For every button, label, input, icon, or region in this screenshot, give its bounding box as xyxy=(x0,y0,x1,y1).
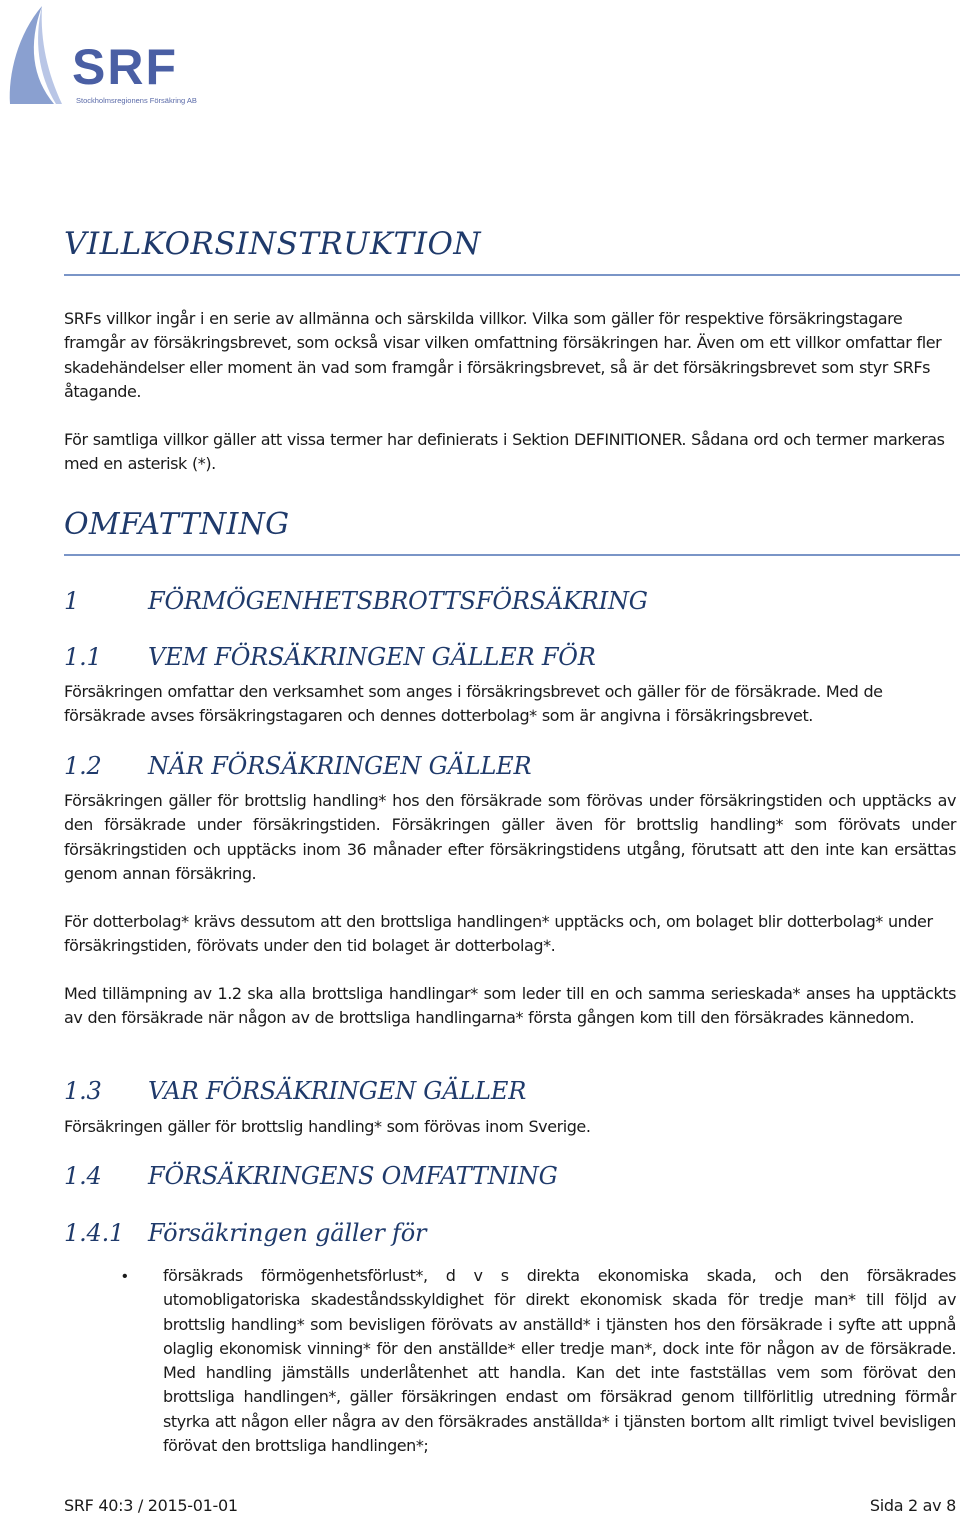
heading-1-1 xyxy=(64,643,596,671)
heading-text: VEM FÖRSÄKRINGEN GÄLLER FÖR xyxy=(148,643,596,671)
heading-text: NÄR FÖRSÄKRINGEN GÄLLER xyxy=(148,752,532,780)
intro-paragraph-2: För samtliga villkor gäller att vissa termer har definierats i Sektion DEFINITIONER. Sådana ord och termer markeras med en asterisk (*). xyxy=(64,430,945,474)
bullet-icon: • xyxy=(122,1268,128,1285)
paragraph-1-3: Försäkringen gäller för brottslig handling* som förövas inom Sverige. xyxy=(64,1117,591,1136)
paragraph-1-2b: För dotterbolag* krävs dessutom att den brottsliga handlingen* upptäcks och, om bolaget blir dotterbolag* under försäkringstiden, förövats under den tid bolaget är dotterbolag*. xyxy=(64,912,933,956)
heading-1-2 xyxy=(64,752,531,780)
srf-logo xyxy=(4,4,204,108)
heading-number: 1.3 xyxy=(64,1077,102,1105)
paragraph-1-2a: Försäkringen gäller för brottslig handling* hos den försäkrade som förövas under försäkringstiden och upptäcks av den försäkrade under försäkringstiden. Försäkringen gäller även för brottslig handling* som förövats under försäkringstiden och upptäcks inom 36 månader efter försäkringstidens utgång, förutsatt att den inte kan ersättas genom annan försäkring. xyxy=(64,791,956,883)
heading-number: 1 xyxy=(64,587,80,615)
paragraph-1-2c: Med tillämpning av 1.2 ska alla brottsliga handlingar* som leder till en och samma serieskada* anses ha upptäckts av den försäkrade när någon av de brottsliga handlingarna* första gången kom till den försäkrades kännedom. xyxy=(64,984,956,1028)
heading-number: 1.4 xyxy=(64,1162,102,1190)
heading-number: 1.1 xyxy=(64,643,102,671)
heading-text: FÖRSÄKRINGENS OMFATTNING xyxy=(148,1162,558,1190)
paragraph-1-1: Försäkringen omfattar den verksamhet som anges i försäkringsbrevet och gäller för de försäkrade. Med de försäkrade avses försäkringstagaren och dennes dotterbolag* som är angivna i försäkringsbrevet. xyxy=(64,682,883,726)
heading-number: 1.4.1 xyxy=(64,1219,125,1247)
bullet-item-1: försäkrads förmögenhetsförlust*, d v s direkta ekonomiska skada, och den försäkrades utomobligatoriska skadeståndsskyldighet för direkt ekonomisk skada för tredje man* till följd av brottslig handling* som bevisligen förövats av anställd* i tjänsten hos den försäkrade i syfte att uppnå olaglig ekonomisk vinning* för den anställde* eller tredje man*, dock inte för någon av de försäkrade. Med handling jämställs underlåtenhet att handla. Kan det inte fastställas vem som förövat den brottsliga handlingen*, gäller försäkringen endast om försäkrad genom tillförlitlig utredning förmår styrka att någon eller några av den försäkrades anställda* i tjänsten bortom allt rimligt tvivel bevisligen förövat den brottsliga handlingen*; xyxy=(163,1266,956,1456)
section-divider xyxy=(64,554,960,556)
heading-text: FÖRMÖGENHETSBROTTSFÖRSÄKRING xyxy=(148,587,648,615)
footer-document-id: SRF 40:3 / 2015-01-01 xyxy=(64,1496,238,1515)
logo-text: SRF xyxy=(72,39,178,95)
heading-1-3 xyxy=(64,1077,526,1105)
title-divider xyxy=(64,274,960,276)
heading-text: VAR FÖRSÄKRINGEN GÄLLER xyxy=(148,1077,527,1105)
heading-1-4 xyxy=(64,1162,558,1190)
heading-1 xyxy=(64,587,648,615)
footer-page-number: Sida 2 av 8 xyxy=(869,1496,956,1515)
logo-subtitle: Stockholmsregionens Försäkring AB xyxy=(76,96,197,105)
heading-text: Försäkringen gäller för xyxy=(148,1219,427,1247)
heading-number: 1.2 xyxy=(64,752,102,780)
section-title: OMFATTNING xyxy=(64,507,290,542)
heading-1-4-1 xyxy=(64,1219,426,1247)
intro-paragraph-1: SRFs villkor ingår i en serie av allmänna och särskilda villkor. Vilka som gäller för respektive försäkringstagare framgår av försäkringsbrevet, som också visar vilken omfattning försäkringen har. Även om ett villkor omfattar fler skadehändelser eller moment än vad som framgår i försäkringsbrevet, så är det försäkringsbrevet som styr SRFs åtagande. xyxy=(64,309,942,401)
document-title: VILLKORSINSTRUKTION xyxy=(64,226,481,262)
